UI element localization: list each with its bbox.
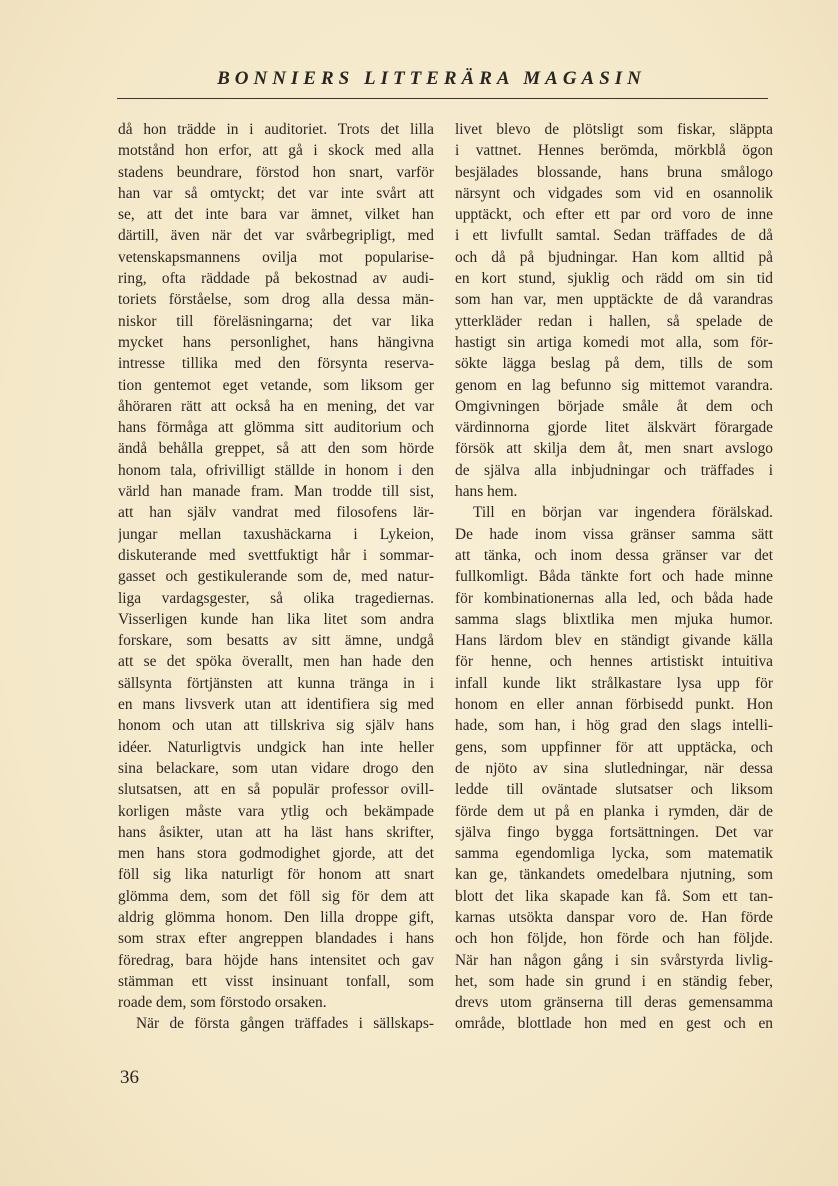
text-line: Visserligen kunde han lika litet som andra bbox=[118, 610, 434, 628]
text-line: föredrag, bara höjde hans intensitet och gav bbox=[118, 951, 434, 969]
text-line: de njöto av sina slutledningar, när dessa bbox=[455, 759, 773, 777]
text-line: i vattnet. Hennes berömda, mörkblå ögon bbox=[455, 142, 773, 160]
header-rule bbox=[117, 98, 768, 99]
text-line: de själva alla inbjudningar och träffades i bbox=[455, 461, 773, 479]
text-line: i ett livfullt samtal. Sedan träffades de då bbox=[455, 227, 773, 245]
text-line: en mans livsverk utan att identifiera sig med bbox=[118, 696, 434, 714]
text-line: toriets förståelse, som drog alla dessa män- bbox=[118, 291, 434, 309]
text-line: diskuterande med svettfuktigt hår i sommar- bbox=[118, 546, 434, 564]
text-line: och hon följde, hon förde och han följde. bbox=[455, 930, 773, 948]
text-line: som strax efter angreppen blandades i hans bbox=[118, 930, 434, 948]
text-line: livet blevo de plötsligt som fiskar, släppta bbox=[455, 121, 773, 138]
text-line: förde dem ut på en planka i rymden, där de bbox=[455, 802, 773, 820]
text-line: ring, ofta räddade på bekostnad av audi- bbox=[118, 270, 434, 288]
text-line: att han själv vandrat med filosofens lär- bbox=[118, 504, 434, 522]
text-line: att se det spöka överallt, men han hade den bbox=[118, 653, 434, 671]
left-text-column bbox=[118, 119, 434, 1035]
text-line: värdinnorna gjorde litet älskvärt förargade bbox=[455, 419, 773, 437]
text-line: en kort stund, sjuklig och rädd om sin tid bbox=[455, 270, 773, 288]
text-line: honom och utan att tillskriva sig själv hans bbox=[118, 717, 434, 735]
text-line: niskor till föreläsningarna; det var lika bbox=[118, 312, 434, 330]
text-line: infall kunde likt strålkastare lysa upp för bbox=[455, 674, 773, 692]
text-line: hade, som han, i hög grad den slags intelli- bbox=[455, 717, 773, 735]
text-line: slutsatsen, att en så populär professor ovill- bbox=[118, 781, 434, 799]
text-line: hastigt sin artiga komedi mot alla, som för- bbox=[455, 333, 773, 351]
text-line: karnas utsökta danspar voro de. Han förde bbox=[455, 908, 773, 926]
text-line: och då på bjudningar. Han kom alltid på bbox=[455, 248, 773, 266]
running-header: BONNIERS LITTERÄRA MAGASIN bbox=[217, 68, 646, 89]
text-line: tion gentemot eget vetande, som liksom ger bbox=[118, 376, 434, 394]
text-line: Omgivningen började småle åt dem och bbox=[455, 397, 773, 415]
text-line: samma slags blixtlika men mjuka humor. bbox=[455, 610, 773, 628]
text-line: ledde till oväntade slutsatser och liksom bbox=[455, 781, 773, 799]
text-line: blott det lika skapade kan få. Som ett tan- bbox=[455, 887, 773, 905]
text-line: se, att det inte bara var ämnet, vilket han bbox=[118, 206, 434, 224]
text-line: åhöraren rätt att också ha en mening, det var bbox=[118, 397, 434, 415]
text-line: därtill, även när det var svårbegripligt, med bbox=[118, 227, 434, 245]
text-line: När de första gången träffades i sällskaps- bbox=[136, 1015, 434, 1033]
text-line: het, som hade sin grund i en ständig feber, bbox=[455, 972, 773, 990]
text-line: jungar mellan taxushäckarna i Lykeion, bbox=[118, 525, 434, 543]
text-line: De hade inom vissa gränser samma sätt bbox=[455, 525, 773, 543]
text-line: Till en början var ingendera förälskad. bbox=[473, 504, 773, 522]
text-line: som han var, men upptäckte de då varandras bbox=[455, 291, 773, 309]
text-line: mycket hans personlighet, hans hängivna bbox=[118, 333, 434, 351]
text-line: korligen måste vara ytlig och bekämpade bbox=[118, 802, 434, 820]
text-line: idéer. Naturligtvis undgick han inte heller bbox=[118, 738, 434, 756]
text-line: försök att skilja dem åt, men snart avslogo bbox=[455, 440, 773, 458]
text-line: område, blottlade hon med en gest och en bbox=[455, 1015, 773, 1033]
text-line: hans förmåga att glömma sitt auditorium och bbox=[118, 419, 434, 437]
text-line: sökte lägga beslag på dem, tills de som bbox=[455, 355, 773, 373]
text-line: upptäckt, och efter ett par ord voro de inne bbox=[455, 206, 773, 224]
text-line: roade dem, som förstodo orsaken. bbox=[118, 994, 327, 1012]
text-line: ändå behålla greppet, så att den som hörde bbox=[118, 440, 434, 458]
text-line: ytterkläder redan i hallen, så spelade de bbox=[455, 312, 773, 330]
text-line: hans hem. bbox=[455, 483, 518, 501]
text-line: glömma dem, som det föll sig för dem att bbox=[118, 887, 434, 905]
page-number: 36 bbox=[120, 1067, 139, 1088]
text-line: hans åsikter, utan att ha läst hans skrifter, bbox=[118, 823, 434, 841]
right-text-column bbox=[455, 119, 773, 1035]
text-line: forskare, som besatts av sitt ämne, undgå bbox=[118, 632, 434, 650]
text-line: stadens beundrare, förstod hon snart, varför bbox=[118, 163, 434, 181]
text-line: Hans lärdom blev en ständigt givande källa bbox=[455, 632, 773, 650]
text-line: stämman ett visst insinuant tonfall, som bbox=[118, 972, 434, 990]
text-line: för kombinationernas alla led, och båda hade bbox=[455, 589, 773, 607]
text-line: föll sig lika naturligt för honom att snart bbox=[118, 866, 434, 884]
text-line: gasset och gestikulerande som de, med natur- bbox=[118, 568, 434, 586]
text-line: honom tala, ofrivilligt ställde in honom i den bbox=[118, 461, 434, 479]
text-line: vetenskapsmannens ovilja mot popularise- bbox=[118, 248, 434, 266]
text-line: själva fingo bygga fortsättningen. Det var bbox=[455, 823, 773, 841]
text-line: att tänka, och inom dessa gränser var det bbox=[455, 546, 773, 564]
text-line: han var så omtyckt; det var inte svårt att bbox=[118, 184, 434, 202]
text-line: intresse tillika med den försynta reserva- bbox=[118, 355, 434, 373]
text-line: för henne, och hennes artistiskt intuitiva bbox=[455, 653, 773, 671]
text-line: men hans stora godmodighet gjorde, att det bbox=[118, 845, 434, 863]
text-line: aldrig glömma honom. Den lilla droppe gift, bbox=[118, 908, 434, 926]
text-line: motstånd hon erfor, att gå i skock med alla bbox=[118, 142, 434, 160]
text-line: drevs utom gränserna till deras gemensamma bbox=[455, 994, 773, 1012]
text-line: liga vardagsgester, så olika tragediernas. bbox=[118, 589, 434, 607]
text-line: honom en eller annan förbisedd punkt. Hon bbox=[455, 696, 773, 714]
text-line: närsynt och vidgades som vid en osannolik bbox=[455, 184, 773, 202]
text-line: sällsynta förtjänsten att kunna tränga in i bbox=[118, 674, 434, 692]
text-line: sina belackare, som utan vidare drogo den bbox=[118, 759, 434, 777]
text-line: samma egendomliga lycka, som matematik bbox=[455, 845, 773, 863]
text-line: gens, som uppfinner för att upptäcka, och bbox=[455, 738, 773, 756]
text-line: genom en lag befunno sig mittemot varandra. bbox=[455, 376, 773, 394]
text-line: besjälades blossande, hans bruna smålogo bbox=[455, 163, 773, 181]
text-line: då hon trädde in i auditoriet. Trots det lilla bbox=[118, 121, 434, 138]
text-line: fullkomligt. Båda tänkte fort och hade minne bbox=[455, 568, 773, 586]
text-line: värld han manade fram. Man trodde till sist, bbox=[118, 483, 434, 501]
text-line: När han någon gång i sin svårstyrda livlig- bbox=[455, 951, 773, 969]
text-line: kan ge, tänkandets omedelbara njutning, som bbox=[455, 866, 773, 884]
